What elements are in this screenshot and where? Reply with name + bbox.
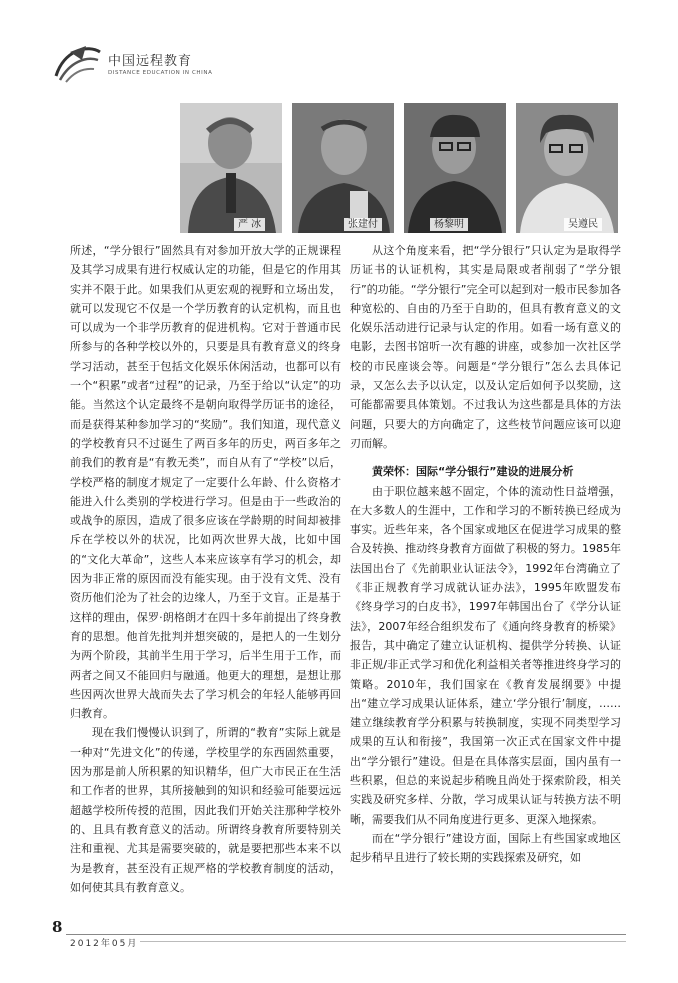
brand-title: 中国远程教育 xyxy=(108,54,193,69)
photo-caption: 杨黎明 xyxy=(430,218,468,231)
footer-rule xyxy=(66,934,626,935)
speaker-photo xyxy=(516,103,618,233)
issue-date: 2012年05月 xyxy=(70,939,139,949)
left-column xyxy=(70,241,341,897)
speaker-photos xyxy=(180,103,617,233)
page-number: 8 xyxy=(52,918,63,936)
speaker-photo xyxy=(404,103,506,233)
journal-brand xyxy=(108,50,212,76)
section-heading: 黄荣怀：国际“学分银行”建设的进展分析 xyxy=(372,465,574,479)
photo-caption: 张建付 xyxy=(344,218,382,231)
journal-logo-icon xyxy=(52,42,104,86)
footer-rule xyxy=(140,941,626,942)
right-column xyxy=(350,241,621,868)
photo-caption: 严 冰 xyxy=(234,218,265,231)
photo-caption: 吴遵民 xyxy=(564,218,602,231)
body-paragraph: 现在我们慢慢认识到了，所谓的“教育”实际上就是一种对“先进文化”的传递，学校里学的东西固然重要，因为那是前人所积累的知识精华，但广大市民正在生活和工作者的世界，其所接触到的知识和经验可能要远远超越学校所传授的范围，因此我们开始关注那种学校外的、且具有教育意义的活动。所谓终身教育所要特别关注和重视、尤其是需要突破的，就是要把那些本来不以为是教育，甚至没有正规严格的学校教育制度的活动，如何使其具有教育意义。 xyxy=(70,726,341,894)
body-paragraph: 由于职位越来越不固定，个体的流动性日益增强，在大多数人的生涯中，工作和学习的不断转换已经成为事实。近些年来，各个国家或地区在促进学习成果的整合及转换、推动终身教育方面做了积极的努力。1985年法国出台了《先前职业认证法令》，1992年台湾确立了《非正规教育学习成就认证办法》，1995年欧盟发布《终身学习的白皮书》，1997年韩国出台了《学分认证法》，2007年经合组织发布了《通向终身教育的桥梁》报告，其中确定了建立认证机构、提供学分转换、认证非正规/非正式学习和优化利益相关者等推进终身学习的策略。2010年，我们国家在《教育发展纲要》中提出“建立学习成果认证体系，建立‘学分银行’制度，……建立继续教育学分积累与转换制度，实现不同类型学习成果的互认和衔接”，我国第一次正式在国家文件中提出“学分银行”建设。但是在具体落实层面，国内虽有一些积累，但总的来说起步稍晚且尚处于探索阶段，相关实践及研究多样、分散，学习成果认证与转换方法不明晰，需要我们从不同角度进行更多、更深入地探索。 xyxy=(350,484,621,826)
body-paragraph: 而在“学分银行”建设方面，国际上有些国家或地区起步稍早且进行了较长期的实践探索及研究，如 xyxy=(350,831,621,865)
body-paragraph: 从这个角度来看，把“学分银行”只认定为是取得学历证书的认证机构，其实是局限或者削弱了“学分银行”的功能。“学分银行”完全可以起到对一般市民参加各种宽松的、自由的乃至于自助的，但具有教育意义的文化娱乐活动进行记录与认定的作用。如看一场有意义的电影，去图书馆听一次有趣的讲座，或参加一次社区学校的市民座谈会等。问题是“学分银行”怎么去具体记录，又怎么去予以认定，以及认定后如何予以奖励，这可能都需要具体策划。不过我认为这些都是具体的方法问题，只要大的方向确定了，这些枝节问题应该可以迎刃而解。 xyxy=(350,244,621,450)
body-paragraph: 所述，“学分银行”固然具有对参加开放大学的正规课程及其学习成果有进行权威认定的功能，但是它的作用其实并不限于此。如果我们从更宏观的视野和立场出发，就可以发现它不仅是一个学历教育的认定机构，而且也可以成为一个非学历教育的促进机构。它对于普通市民所参与的各种学校以外的，只要是具有教育意义的终身学习活动，甚至于包括文化娱乐休闲活动，也都可以有一个“积累”或者“过程”的记录，乃至于给以“认定”的功能。当然这个认定最终不是朝向取得学历证书的途径，而是获得某种参加学习的“奖励”。我们知道，现代意义的学校教育只不过诞生了两百多年的历史，两百多年之前我们的教育是“有教无类”，而自从有了“学校”以后，学校严格的制度才规定了一定要什么年龄、什么资格才能进入什么类别的学校进行学习。但是由于一些政治的或战争的原因，造成了很多应该在学龄期的时间却被排斥在学校以外的状况，比如两次世界大战，比如中国的“文化大革命”，这些人本来应该享有学习的机会，却因为非正常的原因而没有能实现。由于没有文凭、没有资历他们沦为了社会的边缘人，乃至于文盲。正是基于这样的理由，保罗·朗格朗才在四十多年前提出了终身教育的思想。他首先批判并想突破的，是把人的一生划分为两个阶段，其前半生用于学习，后半生用于工作，而两者之间又不能回归与融通。他更大的理想，是想让那些因两次世界大战而失去了学习机会的年轻人能够再回归教育。 xyxy=(70,244,341,721)
speaker-photo xyxy=(292,103,394,233)
speaker-photo xyxy=(180,103,282,233)
brand-subtitle: DISTANCE EDUCATION IN CHINA xyxy=(108,70,213,76)
